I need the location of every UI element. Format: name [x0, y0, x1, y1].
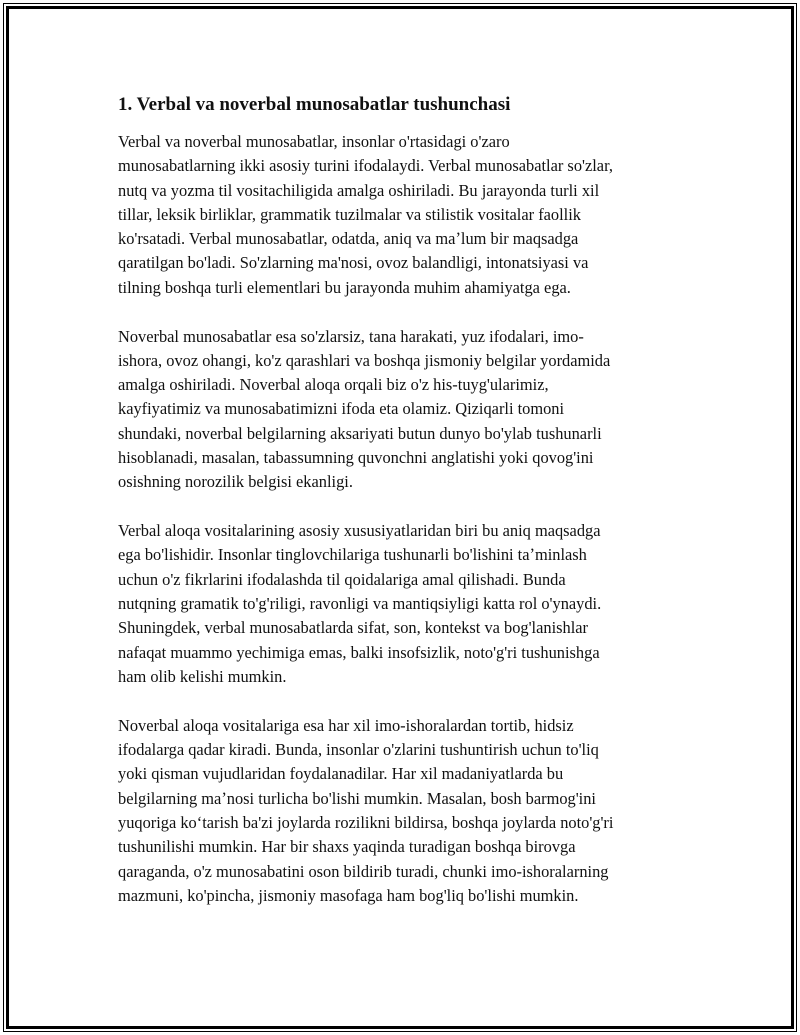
paragraph-line: tushunilishi mumkin. Har bir shaxs yaqinda turadigan boshqa birovga [118, 837, 576, 857]
paragraph-line: ham olib kelishi mumkin. [118, 666, 287, 686]
paragraph-3 [118, 519, 693, 689]
paragraph-line: yuqoriga koʻtarish ba'zi joylarda rozilikni bildirsa, boshqa joylarda noto'g'ri [118, 812, 614, 832]
paragraph-line: Verbal aloqa vositalarining asosiy xususiyatlaridan biri bu aniq maqsadga [118, 521, 601, 541]
paragraph-1 [118, 130, 693, 300]
document-body [118, 92, 693, 933]
section-heading: 1. Verbal va noverbal munosabatlar tushunchasi [118, 94, 511, 115]
paragraph-line: uchun o'z fikrlarini ifodalashda til qoidalariga amal qilishadi. Bunda [118, 569, 566, 589]
paragraph-line: mazmuni, ko'pincha, jismoniy masofaga ham bog'liq bo'lishi mumkin. [118, 885, 579, 905]
paragraph-line: Noverbal aloqa vositalariga esa har xil imo-ishoralardan tortib, hidsiz [118, 715, 574, 735]
paragraph-line: nafaqat muammo yechimiga emas, balki insofsizlik, noto'g'ri tushunishga [118, 642, 600, 662]
paragraph-line: qaraganda, o'z munosabatini oson bildirib turadi, chunki imo-ishoralarning [118, 861, 609, 881]
paragraph-line: Verbal va noverbal munosabatlar, insonlar o'rtasidagi o'zaro [118, 132, 510, 151]
paragraph-line: yoki qisman vujudlaridan foydalanadilar. Har xil madaniyatlarda bu [118, 764, 564, 784]
paragraph-line: nutq va yozma til vositachiligida amalga oshiriladi. Bu jarayonda turli xil [118, 180, 600, 200]
paragraph-line: nutqning gramatik to'g'riligi, ravonligi va mantiqsiyligi katta rol o'ynaydi. [118, 594, 602, 614]
paragraph-line: ko'rsatadi. Verbal munosabatlar, odatda, aniq va maʼlum bir maqsadga [118, 229, 579, 249]
paragraph-line: belgilarning maʼnosi turlicha bo'lishi mumkin. Masalan, bosh barmog'ini [118, 788, 596, 808]
paragraph-line: hisoblanadi, masalan, tabassumning quvonchni anglatishi yoki qovog'ini [118, 448, 594, 468]
paragraph-line: munosabatlarning ikki asosiy turini ifodalaydi. Verbal munosabatlar so'zlar, [118, 156, 613, 176]
paragraph-line: qaratilgan bo'ladi. So'zlarning ma'nosi, ovoz balandligi, intonatsiyasi va [118, 253, 589, 273]
paragraph-line: osishning norozilik belgisi ekanligi. [118, 472, 353, 492]
paragraph-line: Shuningdek, verbal munosabatlarda sifat, son, kontekst va bog'lanishlar [118, 618, 588, 638]
paragraph-line: shundaki, noverbal belgilarning aksariyati butun dunyo bo'ylab tushunarli [118, 423, 602, 443]
paragraph-line: tilning boshqa turli elementlari bu jarayonda muhim ahamiyatga ega. [118, 277, 571, 297]
paragraph-line: ifodalarga qadar kiradi. Bunda, insonlar o'zlarini tushuntirish uchun to'liq [118, 740, 599, 760]
paragraph-line: ega bo'lishidir. Insonlar tinglovchilariga tushunarli bo'lishini taʼminlash [118, 545, 587, 565]
paragraph-line: ishora, ovoz ohangi, ko'z qarashlari va boshqa jismoniy belgilar yordamida [118, 350, 611, 370]
paragraph-2 [118, 325, 693, 495]
paragraph-line: tillar, leksik birliklar, grammatik tuzilmalar va stilistik vositalar faollik [118, 204, 581, 224]
paragraph-line: Noverbal munosabatlar esa so'zlarsiz, tana harakati, yuz ifodalari, imo- [118, 326, 584, 346]
paragraph-line: amalga oshiriladi. Noverbal aloqa orqali biz o'z his-tuyg'ularimiz, [118, 375, 549, 395]
paragraph-line: kayfiyatimiz va munosabatimizni ifoda eta olamiz. Qiziqarli tomoni [118, 399, 565, 419]
paragraph-4 [118, 714, 693, 908]
